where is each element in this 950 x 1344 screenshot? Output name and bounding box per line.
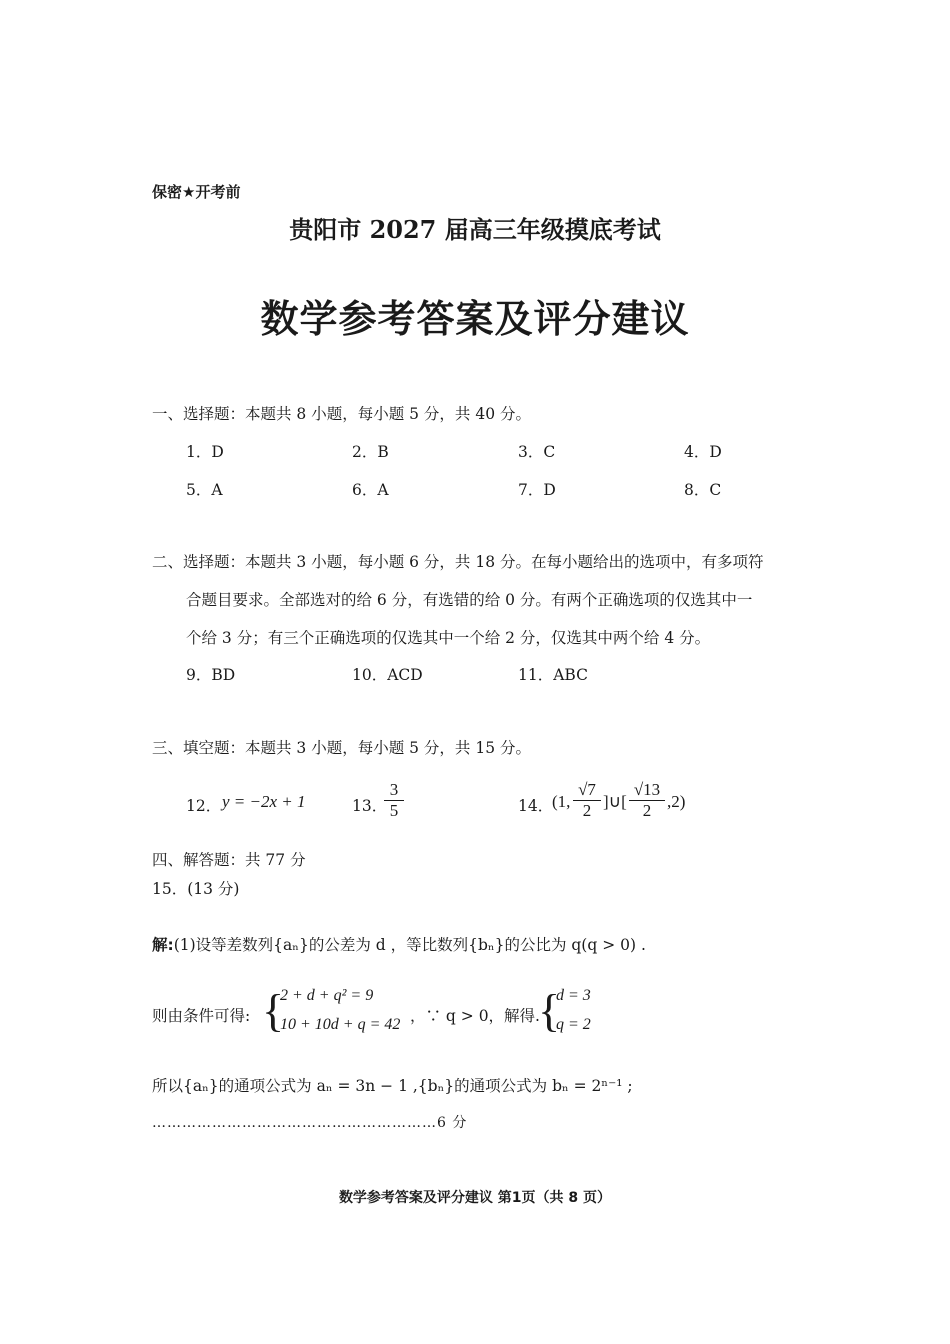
- q14-close: ,2): [667, 792, 686, 811]
- section-2-text: 合题目要求。全部选对的给 6 分，有选错的给 0 分。有两个正确选项的仅选其中一: [186, 591, 753, 609]
- condition-eq-1: 2 + d + q² = 9: [280, 987, 374, 1004]
- q14-frac1-denominator: 2: [573, 800, 601, 821]
- answer-item: 9．BD: [186, 666, 236, 684]
- q13-numerator: 3: [389, 780, 399, 799]
- q12-answer: y = −2x + 1: [222, 792, 306, 811]
- q14-frac2-denominator: 2: [629, 800, 665, 821]
- solution-line-1: [152, 933, 646, 955]
- condition-eq-2: 10 + 10d + q = 42: [280, 1016, 401, 1033]
- left-brace-icon: {: [262, 985, 285, 1036]
- answer-item: 2．B: [352, 443, 389, 461]
- solution-text: (1)设等差数列{aₙ}的公差为 d ，等比数列{bₙ}的公比为 q(q > 0) .: [173, 936, 646, 954]
- document-title: 数学参考答案及评分建议: [260, 296, 690, 341]
- q14-label: 14．: [518, 797, 554, 815]
- q14-fraction-2: [629, 780, 665, 821]
- result-eq-2: q = 2: [556, 1016, 591, 1033]
- q13-denominator: 5: [384, 800, 404, 821]
- section-2-heading: 二、选择题：本题共 3 小题，每小题 6 分，共 18 分。在每小题给出的选项中，有多项符: [152, 553, 764, 571]
- solution-label: 解:: [152, 936, 174, 954]
- q14-open: (1,: [552, 792, 571, 811]
- page-footer: 数学参考答案及评分建议 第1页（共 8 页）: [338, 1190, 612, 1206]
- condition-middle: ，∵ q > 0，解得.: [410, 1007, 540, 1025]
- answer-item: 1．D: [186, 443, 224, 461]
- score-dots: …………………………………………………6 分: [152, 1115, 468, 1131]
- section-1-heading: 一、选择题：本题共 8 小题，每小题 5 分，共 40 分。: [152, 405, 532, 423]
- exam-subtitle: 贵阳市 2027 届高三年级摸底考试: [289, 215, 661, 244]
- q14-frac1-numerator: √7: [578, 780, 596, 799]
- q13-label: 13．: [352, 797, 388, 815]
- answer-item: 8．C: [684, 481, 722, 499]
- answer-item: 6．A: [352, 481, 389, 499]
- q12-label: 12．: [186, 797, 222, 815]
- section-3-heading: 三、填空题：本题共 3 小题，每小题 5 分，共 15 分。: [152, 739, 532, 757]
- answer-item: 5．A: [186, 481, 223, 499]
- answer-item: 10．ACD: [352, 666, 423, 684]
- answer-item: 3．C: [518, 443, 556, 461]
- q14-fraction-1: [573, 780, 601, 821]
- result-eq-1: d = 3: [556, 987, 591, 1004]
- solution-line-3: 所以{aₙ}的通项公式为 aₙ = 3n − 1 ,{bₙ}的通项公式为 bₙ = 2ⁿ⁻¹ ;: [152, 1077, 633, 1095]
- question-15-heading: 15．(13 分): [152, 880, 240, 898]
- answer-item: 4．D: [684, 443, 722, 461]
- section-4-heading: 四、解答题：共 77 分: [152, 851, 306, 869]
- left-brace-icon: {: [538, 985, 561, 1036]
- condition-prefix: 则由条件可得:: [152, 1007, 251, 1025]
- q14-mid: ]∪[: [603, 792, 627, 811]
- answer-item: 11．ABC: [518, 666, 588, 684]
- answer-item: 7．D: [518, 481, 556, 499]
- q13-fraction: [384, 780, 404, 821]
- q14-frac2-numerator: √13: [633, 780, 661, 799]
- confidential-label: 保密★开考前: [152, 183, 241, 201]
- section-2-text: 个给 3 分；有三个正确选项的仅选其中一个给 2 分，仅选其中两个给 4 分。: [186, 629, 711, 647]
